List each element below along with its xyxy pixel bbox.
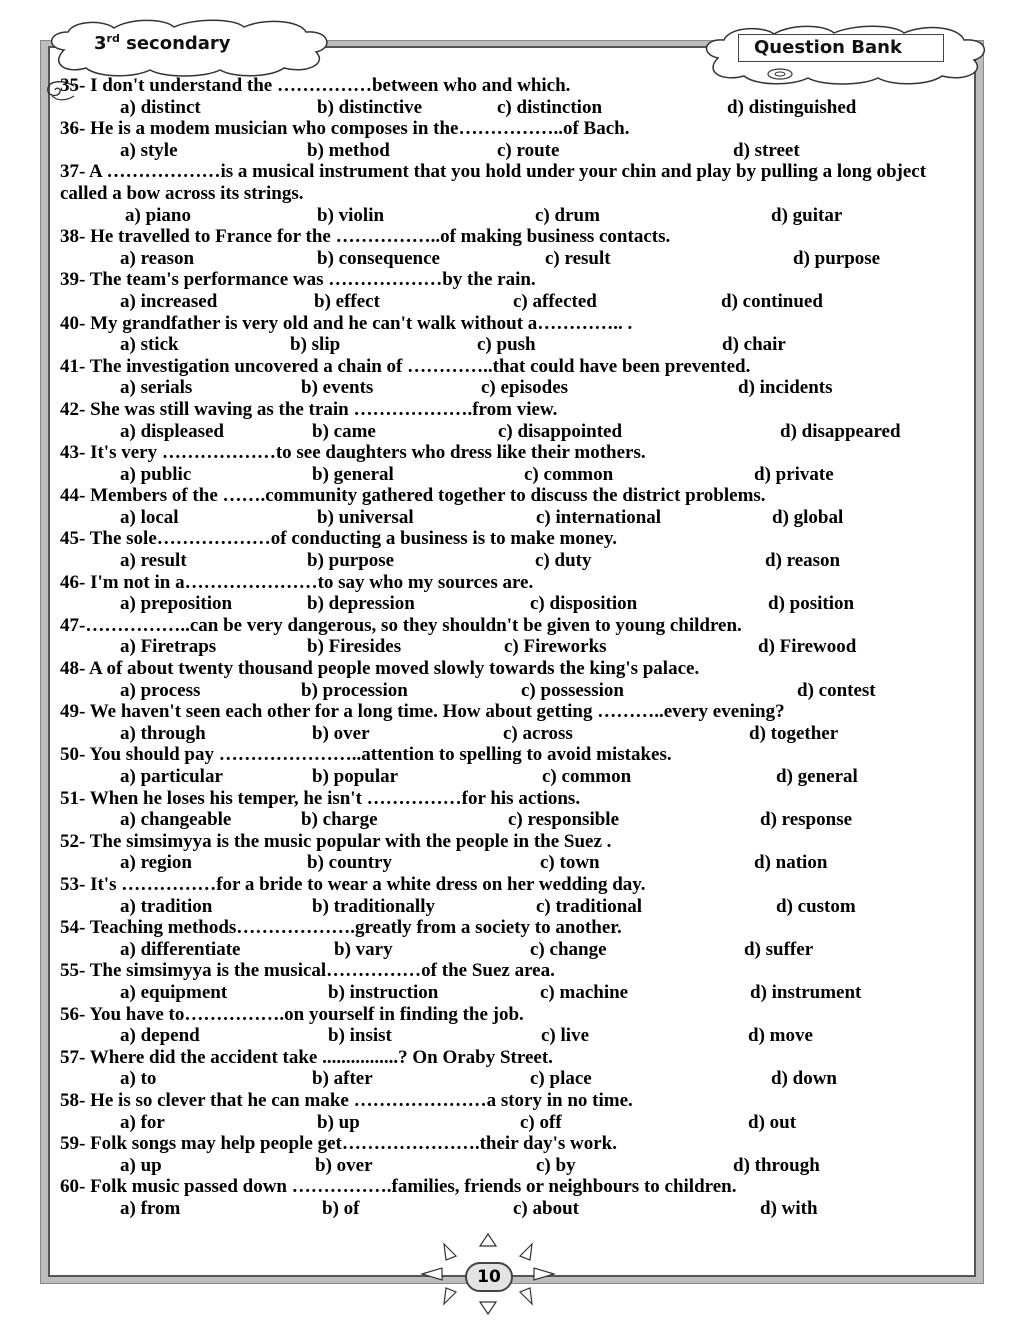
option-a: a) process <box>120 679 201 701</box>
question-stem: 57- Where did the accident take ................? On Oraby Street. <box>60 1046 553 1068</box>
option-row <box>60 205 960 227</box>
option-row <box>60 593 960 615</box>
option-c: c) across <box>503 722 573 744</box>
grade-cloud <box>44 18 334 78</box>
option-c: c) live <box>541 1025 590 1047</box>
option-a: a) displeased <box>120 420 224 442</box>
option-b: b) over <box>312 722 370 744</box>
option-d: d) custom <box>776 895 856 917</box>
question-stem: 38- He travelled to France for the ……………..of making business contacts. <box>60 226 671 248</box>
option-d: d) down <box>771 1068 837 1090</box>
option-a: a) particular <box>120 766 223 787</box>
option-d: d) suffer <box>744 938 814 960</box>
option-a: a) stick <box>120 334 179 356</box>
option-d: d) purpose <box>793 247 881 269</box>
page-number: 10 <box>465 1262 513 1292</box>
option-c: c) episodes <box>481 377 569 399</box>
option-c: c) common <box>524 463 614 485</box>
option-row <box>60 809 960 831</box>
option-row <box>60 550 960 572</box>
option-a: a) increased <box>120 290 218 312</box>
grade-label: 3rd secondary <box>94 32 231 54</box>
option-a: a) to <box>120 1068 157 1090</box>
option-c: c) place <box>530 1068 592 1090</box>
option-a: a) changeable <box>120 809 232 831</box>
question-stem: 60- Folk music passed down …………….families, friends or neighbours to children. <box>60 1176 737 1198</box>
option-b: b) over <box>315 1154 373 1176</box>
option-b: b) method <box>307 139 390 161</box>
option-d: d) move <box>748 1025 813 1047</box>
option-row <box>60 636 960 658</box>
option-b: b) universal <box>317 506 414 528</box>
option-b: b) country <box>307 852 392 874</box>
option-row <box>60 291 960 313</box>
question-stem: 36- He is a modem musician who composes in the……………..of Bach. <box>60 118 630 140</box>
option-row <box>60 421 960 443</box>
option-row <box>60 1112 960 1134</box>
question-stem: 37- A ………………is a musical instrument that you hold under your chin and play by pulling a long object called a bow across its strings. <box>60 161 927 204</box>
option-d: d) with <box>760 1197 818 1219</box>
option-c: c) route <box>497 139 560 161</box>
option-row <box>60 97 960 119</box>
option-d: d) out <box>748 1111 797 1133</box>
option-d: d) continued <box>721 290 823 312</box>
question-stem: 59- Folk songs may help people get………………….their day's work. <box>60 1133 618 1155</box>
question-stem: 42- She was still waving as the train ……………….from view. <box>60 398 558 420</box>
option-c: c) town <box>540 852 600 874</box>
option-row <box>60 377 960 399</box>
question-stem: 35- I don't understand the ……………between who and which. <box>60 75 571 96</box>
option-b: b) procession <box>301 679 408 701</box>
option-c: c) common <box>542 766 632 787</box>
option-a: a) Firetraps <box>120 636 217 658</box>
option-a: a) region <box>120 852 192 874</box>
option-row <box>60 248 960 270</box>
option-c: c) change <box>530 938 607 960</box>
option-d: d) nation <box>754 852 828 874</box>
question-list <box>60 75 960 1219</box>
option-a: a) public <box>120 463 192 485</box>
option-row <box>60 1155 960 1177</box>
option-d: d) response <box>760 809 853 831</box>
question-stem: 45- The sole………………of conducting a business is to make money. <box>60 528 618 550</box>
option-c: c) push <box>477 334 536 356</box>
option-d: d) chair <box>722 334 786 356</box>
option-c: c) result <box>545 247 611 269</box>
option-row <box>60 1068 960 1090</box>
option-row <box>60 723 960 745</box>
option-b: b) traditionally <box>312 895 435 917</box>
question-stem: 54- Teaching methods……………….greatly from a society to another. <box>60 917 622 939</box>
option-d: d) general <box>776 766 858 787</box>
option-b: b) distinctive <box>317 96 423 118</box>
option-b: b) general <box>312 463 394 485</box>
question-stem: 48- A of about twenty thousand people moved slowly towards the king's palace. <box>60 658 700 680</box>
option-b: b) depression <box>307 593 415 615</box>
option-b: b) charge <box>301 809 378 831</box>
option-d: d) Firewood <box>758 636 857 658</box>
option-d: d) global <box>772 506 844 528</box>
option-a: a) preposition <box>120 593 233 615</box>
question-stem: 55- The simsimyya is the musical……………of the Suez area. <box>60 960 555 982</box>
option-c: c) traditional <box>536 895 643 917</box>
option-a: a) for <box>120 1111 165 1133</box>
option-a: a) style <box>120 139 178 161</box>
option-a: a) equipment <box>120 981 228 1003</box>
option-b: b) consequence <box>317 247 440 269</box>
question-bank-label: Question Bank <box>754 37 902 58</box>
option-b: b) instruction <box>328 981 439 1003</box>
question-stem: 53- It's ……………for a bride to wear a white dress on her wedding day. <box>60 873 646 895</box>
option-b: b) effect <box>314 290 380 312</box>
question-stem: 46- I'm not in a…………………to say who my sources are. <box>60 571 534 593</box>
option-a: a) up <box>120 1154 162 1176</box>
option-b: b) events <box>301 377 374 399</box>
question-stem: 51- When he loses his temper, he isn't ……………for his actions. <box>60 787 581 809</box>
option-b: b) came <box>312 420 376 442</box>
option-c: c) drum <box>535 204 600 226</box>
question-stem: 40- My grandfather is very old and he can't walk without a………….. . <box>60 312 633 334</box>
option-a: a) from <box>120 1197 181 1219</box>
option-a: a) differentiate <box>120 938 241 960</box>
option-d: d) disappeared <box>780 420 901 442</box>
option-c: c) by <box>536 1154 576 1176</box>
question-stem: 56- You have to…………….on yourself in finding the job. <box>60 1003 524 1025</box>
question-stem: 50- You should pay …………………..attention to spelling to avoid mistakes. <box>60 744 672 766</box>
option-b: b) slip <box>290 334 341 356</box>
option-a: a) reason <box>120 247 195 269</box>
option-row <box>60 766 960 788</box>
option-a: a) serials <box>120 377 193 399</box>
option-row <box>60 507 960 529</box>
option-c: c) possession <box>521 679 624 701</box>
option-row <box>60 140 960 162</box>
option-a: a) distinct <box>120 96 201 118</box>
option-row <box>60 939 960 961</box>
option-b: b) vary <box>334 938 393 960</box>
option-d: d) incidents <box>738 377 833 399</box>
question-stem: 49- We haven't seen each other for a long time. How about getting ………..every evening? <box>60 701 785 723</box>
question-stem: 58- He is so clever that he can make …………………a story in no time. <box>60 1089 633 1111</box>
option-row <box>60 1025 960 1047</box>
option-c: c) duty <box>535 550 592 572</box>
option-c: c) international <box>536 506 662 528</box>
option-a: a) tradition <box>120 895 213 917</box>
option-a: a) piano <box>125 204 191 226</box>
option-d: d) instrument <box>750 981 862 1003</box>
option-c: c) Fireworks <box>504 636 607 658</box>
option-d: d) position <box>768 593 855 615</box>
option-b: b) after <box>312 1068 373 1090</box>
option-d: d) together <box>749 722 839 744</box>
option-row <box>60 334 960 356</box>
option-d: d) reason <box>765 550 841 572</box>
option-b: b) insist <box>328 1025 392 1047</box>
option-b: b) Firesides <box>307 636 402 658</box>
option-c: c) off <box>520 1111 562 1133</box>
option-row <box>60 896 960 918</box>
option-c: c) machine <box>540 981 629 1003</box>
option-c: c) about <box>513 1197 579 1219</box>
question-stem: 52- The simsimyya is the music popular with the people in the Suez . <box>60 830 612 852</box>
option-c: c) disposition <box>530 593 638 615</box>
option-d: d) guitar <box>771 204 843 226</box>
option-row <box>60 464 960 486</box>
option-a: a) result <box>120 550 187 572</box>
question-stem: 43- It's very ………………to see daughters who dress like their mothers. <box>60 442 646 464</box>
option-row <box>60 680 960 702</box>
option-b: b) violin <box>317 204 385 226</box>
option-row <box>60 982 960 1004</box>
option-a: a) through <box>120 722 206 744</box>
option-c: c) responsible <box>508 809 620 831</box>
option-a: a) local <box>120 506 179 528</box>
option-d: d) contest <box>797 679 876 701</box>
option-d: d) private <box>754 463 834 485</box>
option-row <box>60 1198 960 1220</box>
option-b: b) of <box>322 1197 360 1219</box>
option-a: a) depend <box>120 1025 200 1047</box>
option-c: c) distinction <box>497 96 603 118</box>
option-d: d) street <box>733 139 800 161</box>
option-c: c) affected <box>513 290 597 312</box>
option-b: b) purpose <box>307 550 395 572</box>
option-b: b) popular <box>312 766 399 787</box>
question-stem: 44- Members of the …….community gathered together to discuss the district problems. <box>60 485 766 507</box>
option-c: c) disappointed <box>498 420 623 442</box>
question-stem: 47-……………..can be very dangerous, so they shouldn't be given to young children. <box>60 614 742 636</box>
option-row <box>60 852 960 874</box>
question-stem: 41- The investigation uncovered a chain of …………..that could have been prevented. <box>60 355 751 377</box>
question-stem: 39- The team's performance was ………………by the rain. <box>60 269 536 291</box>
option-d: d) distinguished <box>727 96 857 118</box>
option-d: d) through <box>733 1154 820 1176</box>
option-b: b) up <box>317 1111 360 1133</box>
